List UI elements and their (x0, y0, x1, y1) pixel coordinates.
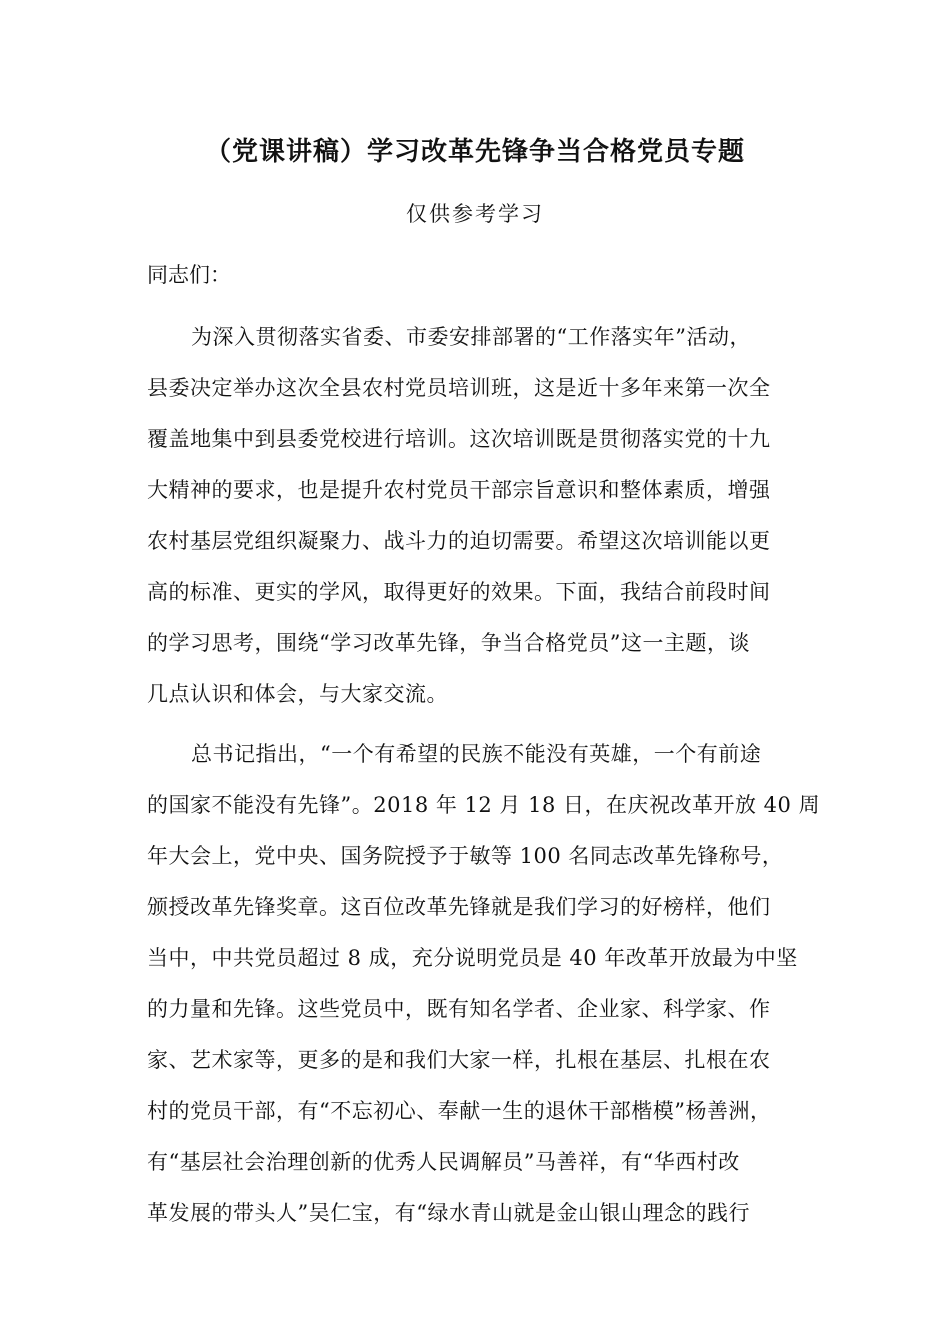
paragraph-2-line: 家、艺术家等，更多的是和我们大家一样，扎根在基层、扎根在农 (147, 1048, 771, 1072)
paragraph-1-line: 高的标准、更实的学风，取得更好的效果。下面，我结合前段时间 (147, 580, 771, 604)
salutation: 同志们： (147, 263, 231, 287)
document-subtitle: 仅供参考学习 (406, 202, 544, 226)
paragraph-2-line: 革发展的带头人”吴仁宝，有“绿水青山就是金山银山理念的践行 (147, 1201, 750, 1225)
paragraph-2-line: 颁授改革先锋奖章。这百位改革先锋就是我们学习的好榜样，他们 (147, 895, 771, 919)
paragraph-2-line: 年大会上，党中央、国务院授予于敏等 100 名同志改革先锋称号， (147, 844, 784, 868)
paragraph-1-line: 几点认识和体会，与大家交流。 (147, 682, 448, 706)
paragraph-2-line: 有“基层社会治理创新的优秀人民调解员”马善祥，有“华西村改 (147, 1150, 740, 1174)
paragraph-1-line: 的学习思考，围绕“学习改革先锋，争当合格党员”这一主题，谈 (147, 631, 750, 655)
document-title: （党课讲稿）学习改革先锋争当合格党员专题 (204, 137, 745, 167)
paragraph-2-line: 的国家不能没有先锋”。2018 年 12 月 18 日，在庆祝改革开放 40 周 (147, 793, 821, 817)
paragraph-1-line: 大精神的要求，也是提升农村党员干部宗旨意识和整体素质，增强 (147, 478, 771, 502)
paragraph-1-line: 覆盖地集中到县委党校进行培训。这次培训既是贯彻落实党的十九 (147, 427, 771, 451)
paragraph-2-line: 总书记指出，“一个有希望的民族不能没有英雄，一个有前途 (191, 742, 762, 766)
paragraph-2-line: 的力量和先锋。这些党员中，既有知名学者、企业家、科学家、作 (147, 997, 771, 1021)
paragraph-1-line: 农村基层党组织凝聚力、战斗力的迫切需要。希望这次培训能以更 (147, 529, 771, 553)
paragraph-2-line: 当中，中共党员超过 8 成，充分说明党员是 40 年改革开放最为中坚 (147, 946, 798, 970)
paragraph-2-line: 村的党员干部，有“不忘初心、奉献一生的退休干部楷模”杨善洲， (147, 1099, 772, 1123)
paragraph-1-line: 为深入贯彻落实省委、市委安排部署的“工作落实年”活动， (191, 325, 751, 349)
paragraph-1-line: 县委决定举办这次全县农村党员培训班，这是近十多年来第一次全 (147, 376, 771, 400)
